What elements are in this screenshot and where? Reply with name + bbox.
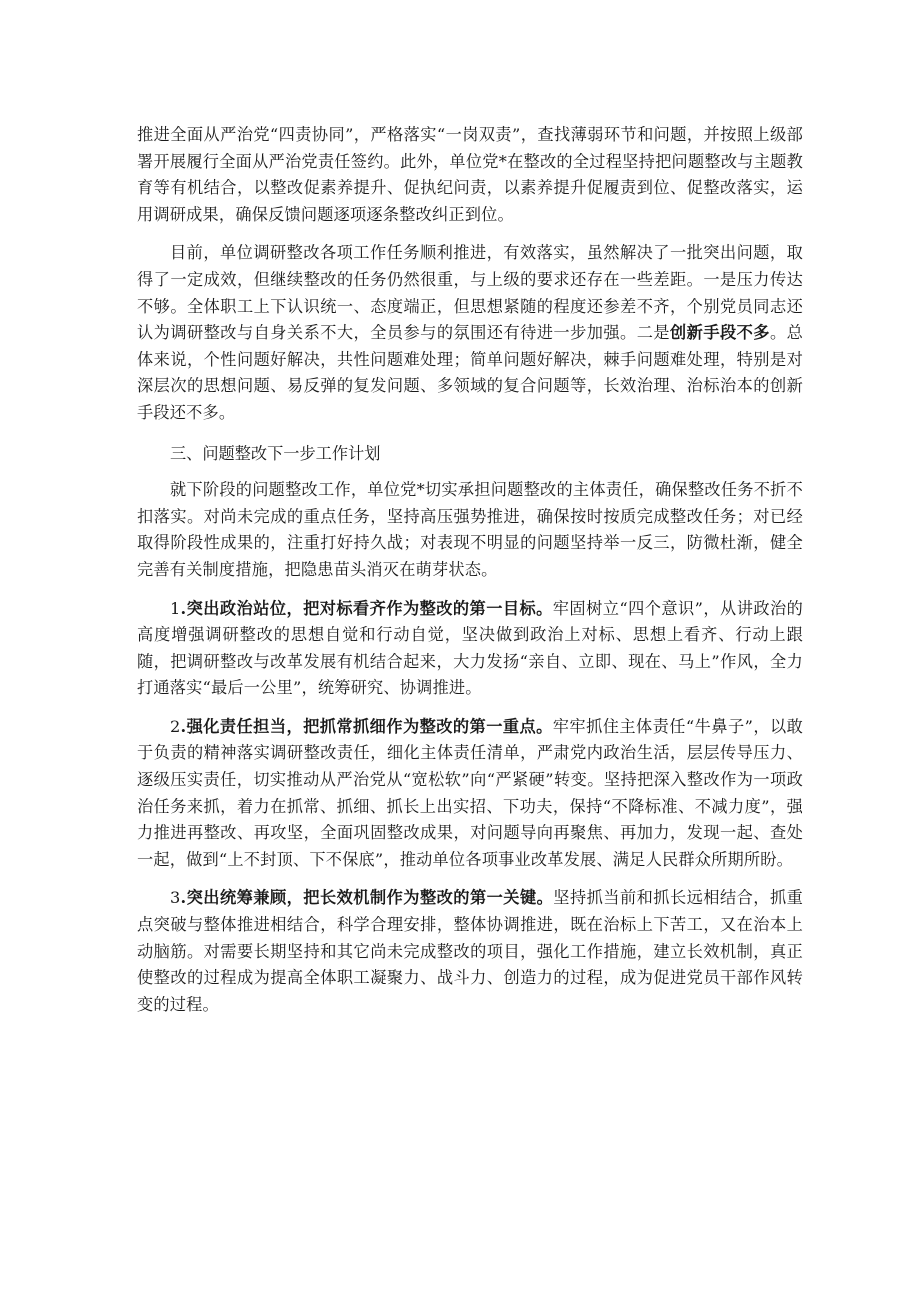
- list-item-1: [137, 596, 803, 702]
- item-1-body: 牢固树立“四个意识”，从讲政治的高度增强调研整改的思想自觉和行动自觉，坚决做到政治上对标、思想上看齐、行动上跟随，把调研整改与改革发展有机结合起来，大力发扬“亲自、立即、现在、马上”作风，全力打通落实“最后一公里”，统筹研究、协调推进。: [137, 598, 804, 698]
- paragraph-next-plan: 就下阶段的问题整改工作，单位党*切实承担问题整改的主体责任，确保整改任务不折不扣落实。对尚未完成的重点任务，坚持高压强势推进，确保按时按质完成整改任务；对已经取得阶段性成果的，注重打好持久战；对表现不明显的问题坚持举一反三，防微杜渐，健全完善有关制度措施，把隐患苗头消灭在萌芽状态。: [137, 480, 803, 579]
- list-item-2: [137, 714, 803, 874]
- item-1-title: .突出政治站位，把对标看齐作为整改的第一目标。: [180, 598, 553, 618]
- section-heading-3: 三、问题整改下一步工作计划: [170, 443, 381, 463]
- item-3-number: 3: [170, 888, 181, 908]
- item-2-title: .强化责任担当，把抓常抓细作为整改的第一重点。: [180, 716, 553, 736]
- item-3-body: 坚持抓当前和抓长远相结合，抓重点突破与整体推进相结合，科学合理安排，整体协调推进，既在治标上下苦工，又在治本上动脑筋。对需要长期坚持和其它尚未完成整改的项目，强化工作措施，建立长效机制，真正使整改的过程成为提高全体职工凝聚力、战斗力、创造力的过程，成为促进党员干部作风转变的过程。: [137, 888, 804, 1014]
- item-3-title: .突出统筹兼顾，把长效机制作为整改的第一关键。: [180, 888, 554, 908]
- item-1-number: 1: [170, 598, 181, 618]
- item-2-number: 2: [170, 716, 181, 736]
- status-highlight: 创新手段不多: [670, 323, 770, 343]
- item-2-body: 牢牢抓住主体责任“牛鼻子”，以敢于负责的精神落实调研整改责任，细化主体责任清单，严肃党内政治生活，层层传导压力、逐级压实责任，切实推动从严治党从“宽松软”向“严紧硬”转变。坚持把深入整改作为一项政治任务来抓，着力在抓常、抓细、抓长上出实招、下功夫，保持“不降标准、不减力度”，强力推进再整改、再攻坚，全面巩固整改成果，对问题导向再聚焦、再加力，发现一起、查处一起，做到“上不封顶、下不保底”，推动单位各项事业改革发展、满足人民群众所期所盼。: [137, 716, 804, 869]
- paragraph-continuation: 推进全面从严治党“四责协同”，严格落实“一岗双责”，查找薄弱环节和问题，并按照上级部署开展履行全面从严治党责任签约。此外，单位党*在整改的全过程坚持把问题整改与主题教育等有机结合，以整改促素养提升、促执纪问责，以素养提升促履责到位、促整改落实，运用调研成果，确保反馈问题逐项逐条整改纠正到位。: [137, 125, 803, 224]
- list-item-3: [137, 885, 803, 1018]
- status-text-c: 。总体来说，个性问题好解决，共性问题难处理；简单问题好解决，棘手问题难处理，特别是对深层次的思想问题、易反弹的复发问题、多领域的复合问题等，长效治理、治标治本的创新手段还不多。: [137, 323, 803, 422]
- document-page: [137, 122, 803, 1018]
- status-text-a: 目前，单位调研整改各项工作任务顺利推进，有效落实，虽然解决了一批突出问题，取得了一定成效，但继续整改的任务仍然很重，与上级的要求还存在一些差距。一是压力传达不够。全体职工上下认识统一、态度端正，但思想紧随的程度还参差不齐，个别党员同志还认为调研整改与自身关系不大，全员参与的氛围还有待进一步加强。二是: [137, 243, 803, 343]
- paragraph-current-status: [137, 240, 803, 426]
